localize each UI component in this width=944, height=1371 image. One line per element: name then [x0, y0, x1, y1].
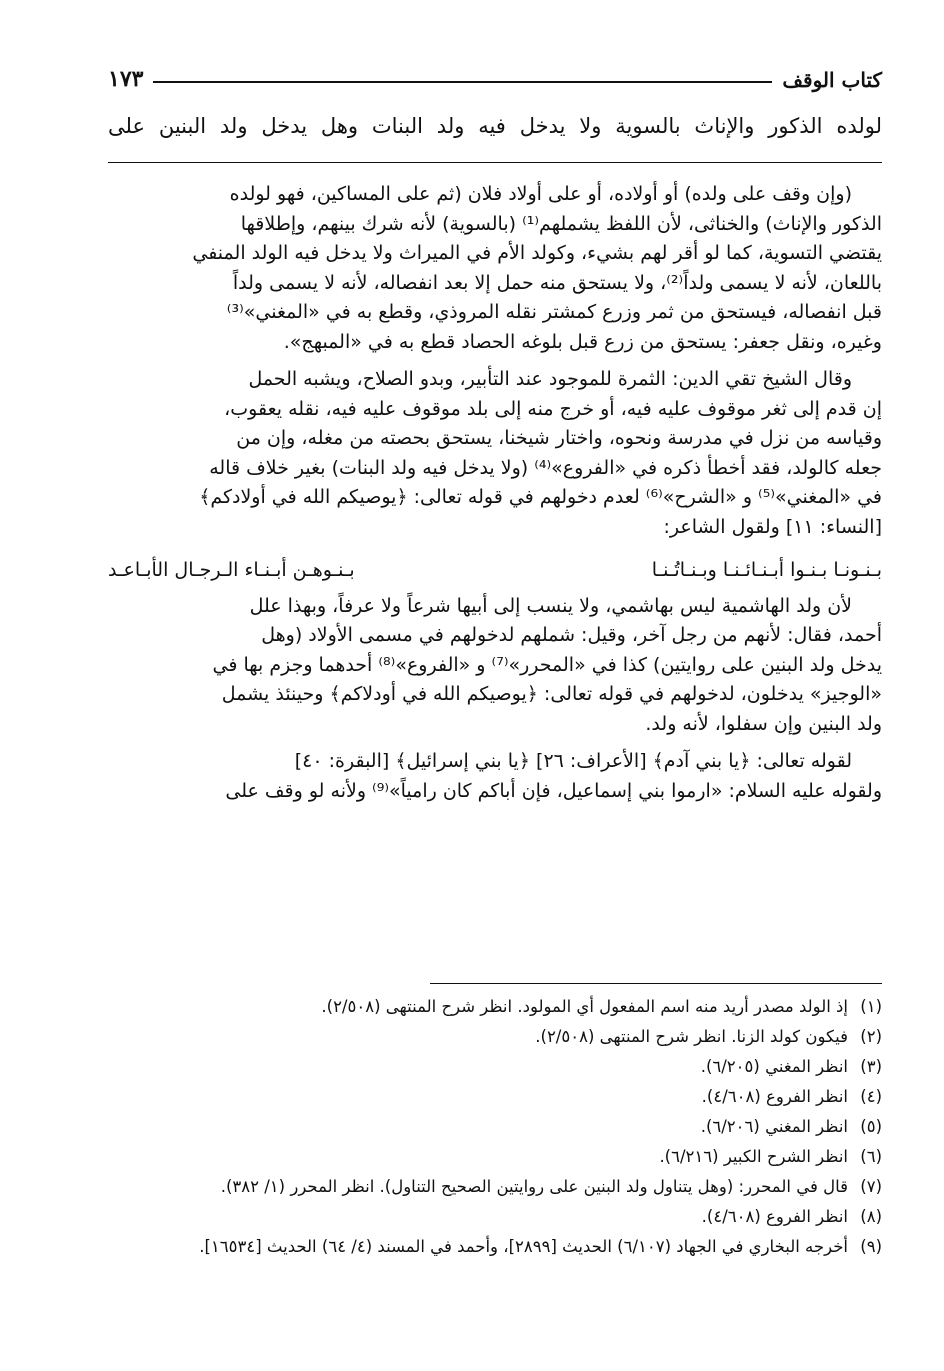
- footnotes: [108, 992, 882, 1262]
- footnote: [108, 1172, 882, 1202]
- page-number: ١٧٣: [108, 66, 144, 92]
- text-line: لأن ولد الهاشمية ليس بهاشمي، ولا ينسب إلى أبيها شرعاً ولا عرفاً، وبهذا علل: [249, 594, 852, 617]
- text-line: قبل انفصاله، فيستحق من ثمر وزرع كمشتر نقله المروذي، وقطع به في «المغني»⁽³⁾: [226, 301, 882, 323]
- text-line: وقياسه من نزل في مدرسة ونحوه، واختار شيخنا، يستحق بحصته من مغله، وإن من: [236, 427, 882, 449]
- footnote: [108, 1052, 882, 1082]
- footnote-text: أخرجه البخاري في الجهاد (٦/١٠٧) الحديث [٢٨٩٩]، وأحمد في المسند (٤/ ٦٤) الحديث [١٦٥٣٤].: [199, 1237, 848, 1256]
- footnote: [108, 1112, 882, 1142]
- matn-text: لولده الذكور والإناث بالسوية ولا يدخل فيه ولد البنات وهل يدخل ولد البنين على: [108, 114, 882, 138]
- footnote-number: (٩): [860, 1237, 882, 1256]
- poetry-verse: [108, 556, 882, 586]
- footnote-text: انظر الفروع (٤/٦٠٨).: [701, 1087, 848, 1106]
- footnote-number: (٤): [860, 1087, 882, 1106]
- footnote-text: انظر الشرح الكبير (٦/٢١٦).: [659, 1147, 848, 1166]
- footnote-text: انظر المغني (٦/٢٠٦).: [700, 1117, 848, 1136]
- footnote-number: (٢): [860, 1027, 882, 1046]
- footnote: [108, 1202, 882, 1232]
- paragraph: [108, 747, 882, 806]
- footnote-text: انظر الفروع (٤/٦٠٨).: [701, 1207, 848, 1226]
- matn-divider: [108, 162, 882, 163]
- text-line: يدخل ولد البنين على روايتين) كذا في «المحرر»⁽⁷⁾ و «الفروع»⁽⁸⁾ أحدهما وجزم بها في: [212, 653, 882, 676]
- footnote-text: إذ الولد مصدر أريد منه اسم المفعول أي المولود. انظر شرح المنتهى (٢/٥٠٨).: [321, 997, 848, 1016]
- footnote-number: (٣): [860, 1057, 882, 1076]
- footnote-divider: [430, 983, 882, 984]
- paragraph: [108, 592, 882, 740]
- paragraph: [108, 365, 882, 542]
- text-line: وقال الشيخ تقي الدين: الثمرة للموجود عند التأبير، وبدو الصلاح، ويشبه الحمل: [248, 368, 852, 390]
- text-line: لقوله تعالى: ﴿يا بني آدم﴾ [الأعراف: ٢٦] ﴿يا بني إسرائيل﴾ [البقرة: ٤٠]: [294, 750, 852, 772]
- text-line: ولد البنين وإن سفلوا، لأنه ولد.: [645, 712, 882, 735]
- footnote-text: انظر المغني (٦/٢٠٥).: [700, 1057, 848, 1076]
- footnote: [108, 1022, 882, 1052]
- footnote-text: فيكون كولد الزنا. انظر شرح المنتهى (٢/٥٠٨).: [535, 1027, 848, 1046]
- footnote: [108, 1232, 882, 1262]
- commentary-body: [108, 180, 882, 814]
- footnote: [108, 1142, 882, 1172]
- text-line: باللعان، لأنه لا يسمى ولداً⁽²⁾، ولا يستحق منه حمل إلا بعد انفصاله، لأنه لا يسمى ولداً: [232, 271, 882, 294]
- text-line: «الوجيز» يدخلون، لدخولهم في قوله تعالى: ﴿يوصيكم الله في أودلاكم﴾ وحينئذ يشمل: [221, 683, 882, 705]
- text-line: (وإن وقف على ولده) أو أولاده، أو على أولاد فلان (ثم على المساكين، فهو لولده: [229, 183, 852, 205]
- footnote-number: (١): [860, 997, 882, 1016]
- text-line: يقتضي التسوية، كما لو أقر لهم بشيء، وكولد الأم في الميراث ولا يدخل فيه الولد المنفي: [192, 242, 882, 264]
- text-line: [النساء: ١١] ولقول الشاعر:: [663, 515, 882, 538]
- text-line: جعله كالولد، فقد أخطأ ذكره في «الفروع»⁽⁴⁾ (ولا يدخل فيه ولد البنات) بغير خلاف قاله: [209, 456, 882, 479]
- footnote-number: (٧): [860, 1177, 882, 1196]
- text-line: ولقوله عليه السلام: «ارموا بني إسماعيل، فإن أباكم كان رامياً»⁽⁹⁾ ولأنه لو وقف على: [225, 779, 882, 802]
- footnote-text: قال في المحرر: (وهل يتناول ولد البنين على روايتين الصحيح التناول). انظر المحرر (١/ ٣٨٢).: [220, 1177, 848, 1196]
- verse-hemistich-first: بـنـونـا بـنـوا أبـنـائـنـا وبـنـاتُـنـا: [651, 559, 882, 581]
- footnote: [108, 992, 882, 1022]
- footnote-number: (٥): [860, 1117, 882, 1136]
- footnote-number: (٨): [860, 1207, 882, 1226]
- text-line: الذكور والإناث) والخناثى، لأن اللفظ يشملهم⁽¹⁾ (بالسوية) لأنه شرك بينهم، وإطلاقها: [240, 212, 882, 235]
- verse-hemistich-second: بـنـوهـن أبـنـاء الـرجـال الأبـاعـد: [108, 559, 355, 581]
- text-line: في «المغني»⁽⁵⁾ و «الشرح»⁽⁶⁾ لعدم دخولهم في قوله تعالى: ﴿يوصيكم الله في أولادكم﴾: [199, 486, 882, 508]
- text-line: إن قدم إلى ثغر موقوف عليه فيه، أو خرج منه إلى بلد موقوف عليه فيه، نقله يعقوب،: [224, 397, 882, 420]
- text-line: أحمد، فقال: لأنهم من رجل آخر، وقيل: شملهم لدخولهم في مسمى الأولاد (وهل: [261, 624, 882, 646]
- page-header: [108, 52, 882, 92]
- footnote-number: (٦): [860, 1147, 882, 1166]
- text-line: وغيره، ونقل جعفر: يستحق من زرع قبل بلوغه الحصاد قطع به في «المبهج».: [283, 330, 882, 353]
- paragraph: [108, 180, 882, 357]
- chapter-title: كتاب الوقف: [782, 68, 882, 92]
- footnote: [108, 1082, 882, 1112]
- header-rule: [153, 81, 772, 83]
